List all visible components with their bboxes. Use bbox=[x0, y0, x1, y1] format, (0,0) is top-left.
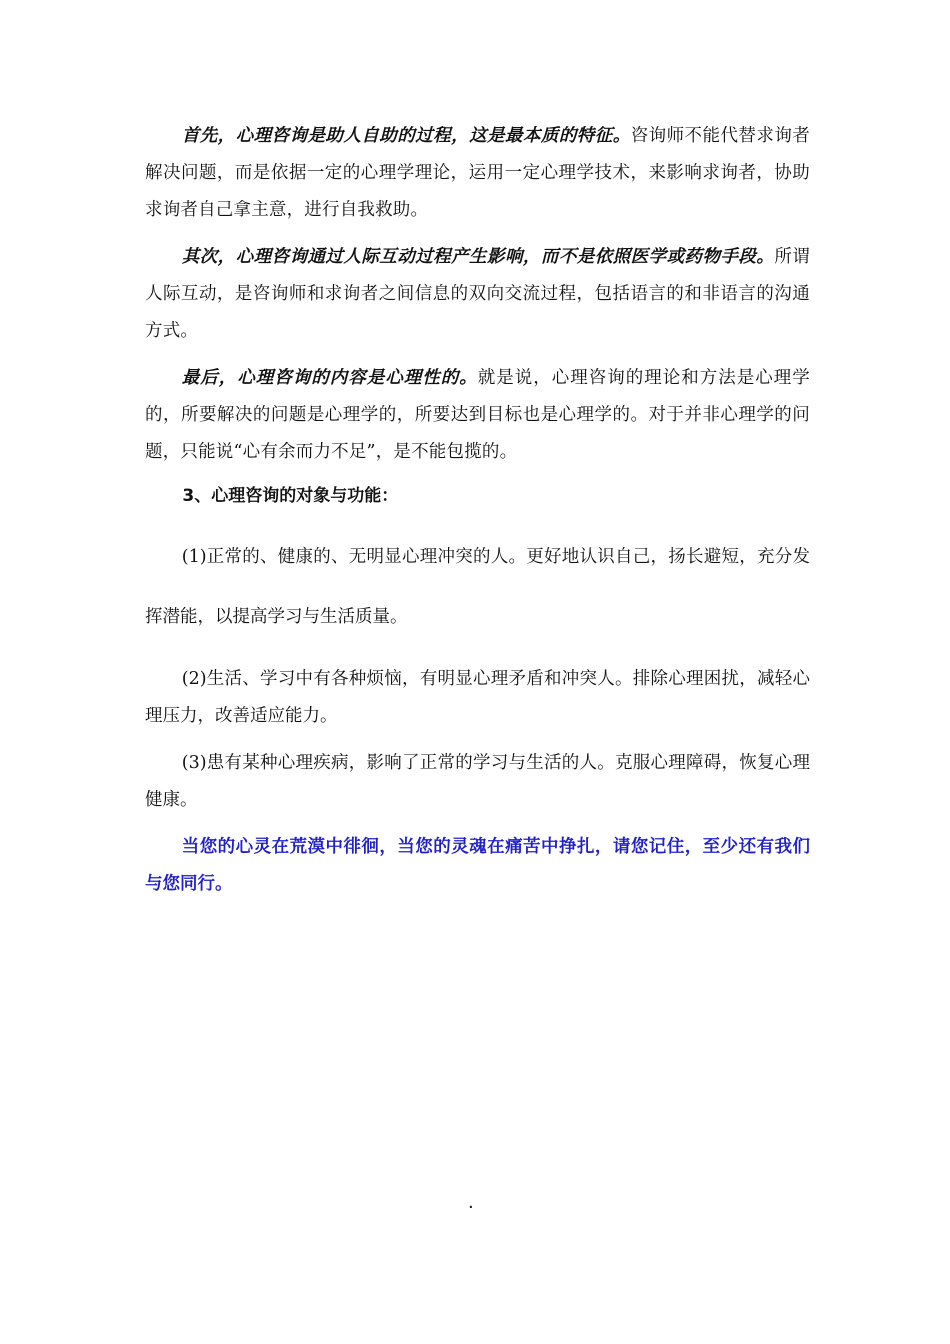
closing-message: 当您的心灵在荒漠中徘徊，当您的灵魂在痛苦中挣扎，请您记住，至少还有我们与您同行。 bbox=[145, 837, 810, 894]
list-item-2: (2)生活、学习中有各种烦恼，有明显心理矛盾和冲突人。排除心理困扰，减轻心理压力，改善适应能力。 bbox=[145, 669, 810, 726]
paragraph-second bbox=[145, 239, 810, 350]
paragraph-first-lead: 首先，心理咨询是助人自助的过程，这是最本质的特征。 bbox=[181, 126, 631, 146]
paragraph-first bbox=[145, 118, 810, 229]
paragraph-third-body: 就是说，心理咨询的理论和方法是心理学的，所要解决的问题是心理学的，所要达到目标也是心理学的。对于并非心理学的问题，只能说“心有余而力不足”，是不能包揽的。 bbox=[145, 368, 810, 462]
document-body bbox=[145, 118, 810, 903]
footer-mark: . bbox=[468, 1192, 474, 1213]
paragraph-first-body: 咨询师不能代替求询者解决问题，而是依据一定的心理学理论，运用一定心理学技术，来影响求询者，协助求询者自己拿主意，进行自我救助。 bbox=[145, 126, 811, 220]
paragraph-third-lead: 最后，心理咨询的内容是心理性的。 bbox=[181, 368, 478, 388]
section-heading: 3、心理咨询的对象与功能： bbox=[182, 486, 399, 506]
paragraph-second-body: 所谓人际互动，是咨询师和求询者之间信息的双向交流过程，包括语言的和非语言的沟通方式。 bbox=[145, 247, 810, 341]
list-item-3: (3)患有某种心理疾病，影响了正常的学习与生活的人。克服心理障碍，恢复心理健康。 bbox=[145, 753, 810, 810]
paragraph-third bbox=[145, 360, 810, 471]
list-item-1: (1)正常的、健康的、无明显心理冲突的人。更好地认识自己，扬长避短，充分发挥潜能，以提高学习与生活质量。 bbox=[145, 547, 810, 627]
paragraph-second-lead: 其次，心理咨询通过人际互动过程产生影响，而不是依照医学或药物手段。 bbox=[181, 247, 775, 267]
